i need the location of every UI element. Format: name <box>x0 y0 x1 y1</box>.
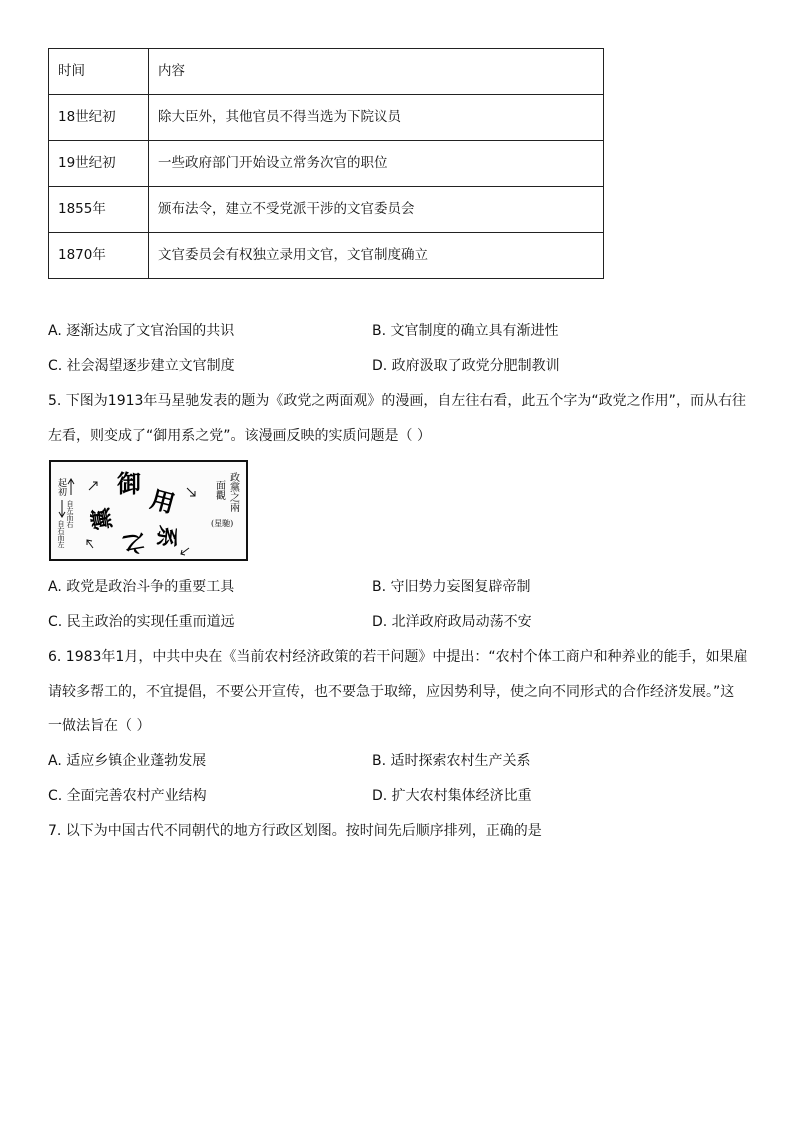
table-cell: 一些政府部门开始设立常务次官的职位 <box>149 141 604 187</box>
table-cell: 18世纪初 <box>49 95 149 141</box>
table-header-cell: 时间 <box>49 49 149 95</box>
cartoon-char-5: 黨 <box>87 505 117 532</box>
q4-option-d: D. 政府汲取了政党分肥制教训 <box>372 358 560 374</box>
cartoon-title-2: 面觀 <box>213 480 225 500</box>
q5-stem-line-2: 左看，则变成了“御用系之党”。该漫画反映的实质问题是（ ） <box>48 428 431 444</box>
q6-stem-line-2: 请较多帮工的，不宜提倡，不要公开宣传，也不要急于取缔，应因势利导，使之向不同形式的合作经济发展。”这 <box>48 684 735 700</box>
cartoon-left-text-2: 自左而右 <box>66 500 74 528</box>
cartoon-char-2: 用 <box>147 484 178 519</box>
table-row <box>49 187 604 233</box>
table-cell: 颁布法令，建立不受党派干涉的文官委员会 <box>149 187 604 233</box>
table-cell: 文官委员会有权独立录用文官，文官制度确立 <box>149 233 604 279</box>
cartoon-char-4: 之 <box>120 528 147 558</box>
cartoon-image <box>49 460 248 561</box>
q6-option-b: B. 适时探索农村生产关系 <box>372 753 531 769</box>
q6-stem-line-1: 6. 1983年1月，中共中央在《当前农村经济政策的若干问题》中提出：“农村个体工商户和种养业的能手，如果雇 <box>48 649 748 665</box>
q4-option-a: A. 逐渐达成了文官治国的共识 <box>48 323 235 339</box>
table-cell: 19世纪初 <box>49 141 149 187</box>
cartoon-left-text-1: 起初 <box>56 478 66 496</box>
q6-stem-line-3: 一做法旨在（ ） <box>48 718 151 734</box>
q5-option-c: C. 民主政治的实现任重而道远 <box>48 614 235 630</box>
q4-option-c: C. 社会渴望逐步建立文官制度 <box>48 358 235 374</box>
q5-option-a: A. 政党是政治斗争的重要工具 <box>48 579 235 595</box>
cartoon-signature: (星馳) <box>211 519 234 528</box>
q6-option-c: C. 全面完善农村产业结构 <box>48 788 207 804</box>
cartoon-char-1: 御 <box>117 469 141 498</box>
table-header-cell: 内容 <box>149 49 604 95</box>
cartoon-left-text-3: 自右而左 <box>57 520 65 548</box>
q6-option-d: D. 扩大农村集体经济比重 <box>372 788 532 804</box>
q4-option-b: B. 文官制度的确立具有渐进性 <box>372 323 559 339</box>
table-cell: 除大臣外，其他官员不得当选为下院议员 <box>149 95 604 141</box>
table-row <box>49 95 604 141</box>
q5-option-b: B. 守旧势力妄图复辟帝制 <box>372 579 531 595</box>
timeline-table <box>48 48 604 279</box>
q7-stem-line-1: 7. 以下为中国古代不同朝代的地方行政区划图。按时间先后顺序排列，正确的是 <box>48 823 542 839</box>
table-row <box>49 141 604 187</box>
cartoon-title-1: 政黨之兩 <box>227 472 239 512</box>
q5-stem-line-1: 5. 下图为1913年马星驰发表的题为《政党之两面观》的漫画，自左往右看，此五个字为“政党之作用”，而从右往 <box>48 393 746 409</box>
q6-option-a: A. 适应乡镇企业蓬勃发展 <box>48 753 207 769</box>
table-row <box>49 233 604 279</box>
cartoon-char-3: 系 <box>151 523 181 550</box>
q5-option-d: D. 北洋政府政局动荡不安 <box>372 614 532 630</box>
table-cell: 1870年 <box>49 233 149 279</box>
table-header-row <box>49 49 604 95</box>
table-cell: 1855年 <box>49 187 149 233</box>
